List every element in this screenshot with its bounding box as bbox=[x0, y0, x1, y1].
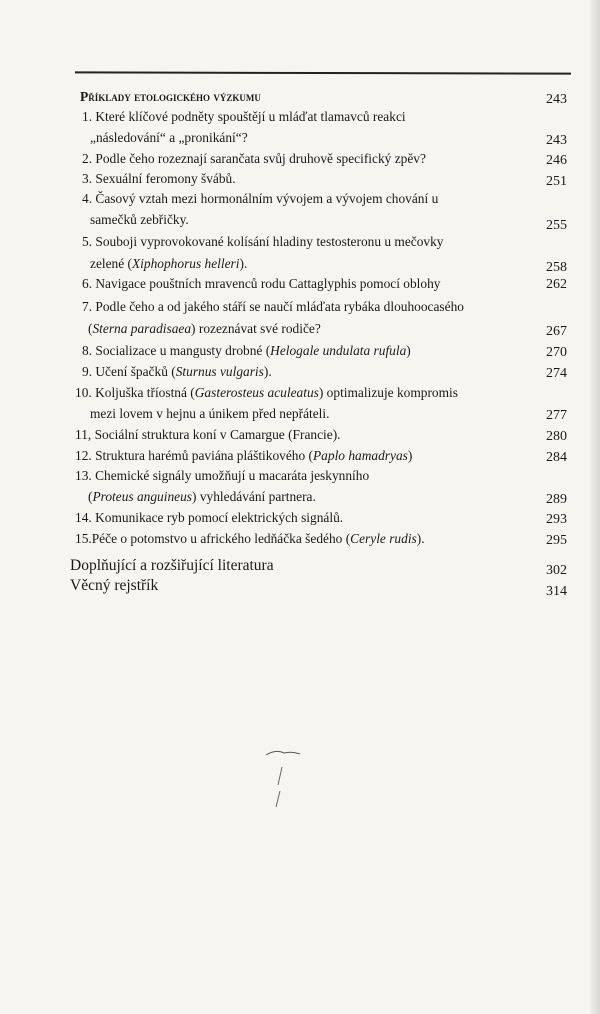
entry-text: ) rozeznávat své rodiče? bbox=[191, 321, 321, 336]
entry-text: ( bbox=[88, 321, 93, 336]
toc-entry[interactable] bbox=[82, 191, 438, 207]
toc-entry[interactable] bbox=[82, 234, 444, 250]
toc-entry-continuation[interactable] bbox=[88, 321, 321, 337]
entry-text: 15.Péče o potomstvo u afrického ledňáčka šedého ( bbox=[75, 531, 351, 546]
entry-text: ( bbox=[88, 489, 93, 504]
entry-text: 1. Které klíčové podněty spouštějí u mláďat tlamavců reakci bbox=[82, 109, 406, 124]
toc-page-literature: 302 bbox=[546, 563, 567, 578]
entry-text: 4. Časový vztah mezi hormonálním vývojem a vývojem chování u bbox=[82, 191, 439, 206]
entry-text: 13. Chemické signály umožňují u macaráta jeskynního bbox=[75, 468, 370, 483]
entry-text: „následování“ a „pronikání“? bbox=[90, 130, 248, 145]
toc-page-number: 246 bbox=[546, 153, 567, 168]
toc-entry-continuation[interactable] bbox=[90, 406, 329, 422]
species-name: Proteus anguineus bbox=[92, 489, 193, 504]
entry-text: 11, Sociální struktura koní v Camargue (Francie). bbox=[75, 427, 341, 442]
entry-text: 3. Sexuální feromony švábů. bbox=[82, 171, 236, 186]
species-name: Xiphophorus helleri bbox=[132, 256, 240, 271]
toc-entry[interactable] bbox=[82, 171, 236, 187]
toc-entry-continuation[interactable] bbox=[90, 130, 248, 146]
toc-page-number: 280 bbox=[546, 429, 567, 444]
toc-page-number: 274 bbox=[546, 366, 567, 381]
toc-entry[interactable] bbox=[75, 510, 343, 526]
toc-entry[interactable] bbox=[82, 109, 406, 125]
toc-entry-continuation[interactable] bbox=[90, 212, 189, 228]
toc-page-number: 289 bbox=[546, 492, 567, 507]
entry-text: 10. Koljuška tříostná ( bbox=[75, 385, 195, 400]
toc-page-number: 267 bbox=[546, 324, 567, 339]
toc-entry[interactable] bbox=[75, 468, 369, 484]
toc-entry[interactable] bbox=[75, 385, 458, 401]
entry-text: 12. Struktura harémů paviána pláštikového ( bbox=[75, 448, 313, 463]
toc-page-number: 243 bbox=[546, 133, 567, 148]
species-name: Sturnus vulgaris bbox=[175, 364, 264, 379]
toc-entry[interactable] bbox=[75, 448, 412, 464]
entry-text: 6. Navigace pouštních mravenců rodu Cattaglyphis pomocí oblohy bbox=[82, 276, 441, 291]
toc-entry[interactable] bbox=[82, 364, 272, 380]
toc-entry-continuation[interactable] bbox=[88, 489, 316, 505]
entry-text: zelené ( bbox=[90, 256, 132, 271]
toc-entry[interactable] bbox=[75, 427, 341, 443]
entry-text: 7. Podle čeho a od jakého stáří se naučí mláďata rybáka dlouhoocasého bbox=[82, 299, 464, 314]
section-page: 243 bbox=[546, 92, 567, 107]
entry-text: ) vyhledávání partnera. bbox=[192, 489, 316, 504]
toc-page-number: 251 bbox=[546, 174, 567, 189]
species-name: Ceryle rudis bbox=[350, 531, 417, 546]
section-title: Příklady etologického výzkumu bbox=[80, 89, 261, 104]
pen-mark-scribble bbox=[262, 745, 312, 815]
species-name: Gasterosteus aculeatus bbox=[194, 385, 319, 400]
toc-entry[interactable] bbox=[82, 343, 411, 359]
entry-text: ) bbox=[407, 448, 413, 463]
entry-text: ). bbox=[263, 364, 272, 379]
entry-text: ) bbox=[406, 343, 411, 358]
entry-text: 9. Učení špačků ( bbox=[82, 364, 176, 379]
entry-text: ). bbox=[239, 256, 248, 271]
entry-text: 2. Podle čeho rozeznají sarančata svůj druhově specifický zpěv? bbox=[82, 151, 426, 166]
toc-entry-continuation[interactable] bbox=[90, 256, 247, 272]
species-name: Paplo hamadryas bbox=[313, 448, 408, 463]
header-rule bbox=[75, 71, 571, 74]
toc-page-number: 295 bbox=[546, 533, 567, 548]
toc-page-number: 277 bbox=[546, 408, 567, 423]
entry-text: 8. Socializace u mangusty drobné ( bbox=[82, 343, 271, 358]
toc-page-number: 258 bbox=[546, 260, 567, 275]
toc-page-number: 270 bbox=[546, 345, 567, 360]
entry-text: 14. Komunikace ryb pomocí elektrických signálů. bbox=[75, 510, 344, 525]
toc-entry[interactable] bbox=[82, 151, 426, 167]
page-edge-shadow bbox=[590, 0, 600, 1014]
entry-text: 5. Souboji vyprovokované kolísání hladiny testosteronu u mečovky bbox=[82, 234, 444, 249]
toc-page-number: 262 bbox=[546, 277, 567, 292]
toc-page-index: 314 bbox=[546, 584, 567, 599]
entry-text: ). bbox=[416, 531, 425, 546]
toc-entry-literature[interactable]: Doplňující a rozšiřující literatura bbox=[70, 557, 274, 574]
toc-entry[interactable] bbox=[82, 299, 464, 315]
species-name: Helogale undulata rufula bbox=[270, 343, 407, 358]
entry-text: samečků zebřičky. bbox=[90, 212, 189, 227]
entry-text: mezi lovem v hejnu a únikem před nepřáteli. bbox=[90, 406, 330, 421]
toc-page-number: 255 bbox=[546, 218, 567, 233]
toc-page-number: 284 bbox=[546, 450, 567, 465]
species-name: Sterna paradisaea bbox=[92, 321, 192, 336]
entry-text: ) optimalizuje kompromis bbox=[318, 385, 458, 400]
toc-entry[interactable] bbox=[82, 276, 441, 292]
toc-page-number: 293 bbox=[546, 512, 567, 527]
toc-entry[interactable] bbox=[75, 531, 425, 547]
toc-entry-index[interactable]: Věcný rejstřík bbox=[70, 577, 159, 594]
